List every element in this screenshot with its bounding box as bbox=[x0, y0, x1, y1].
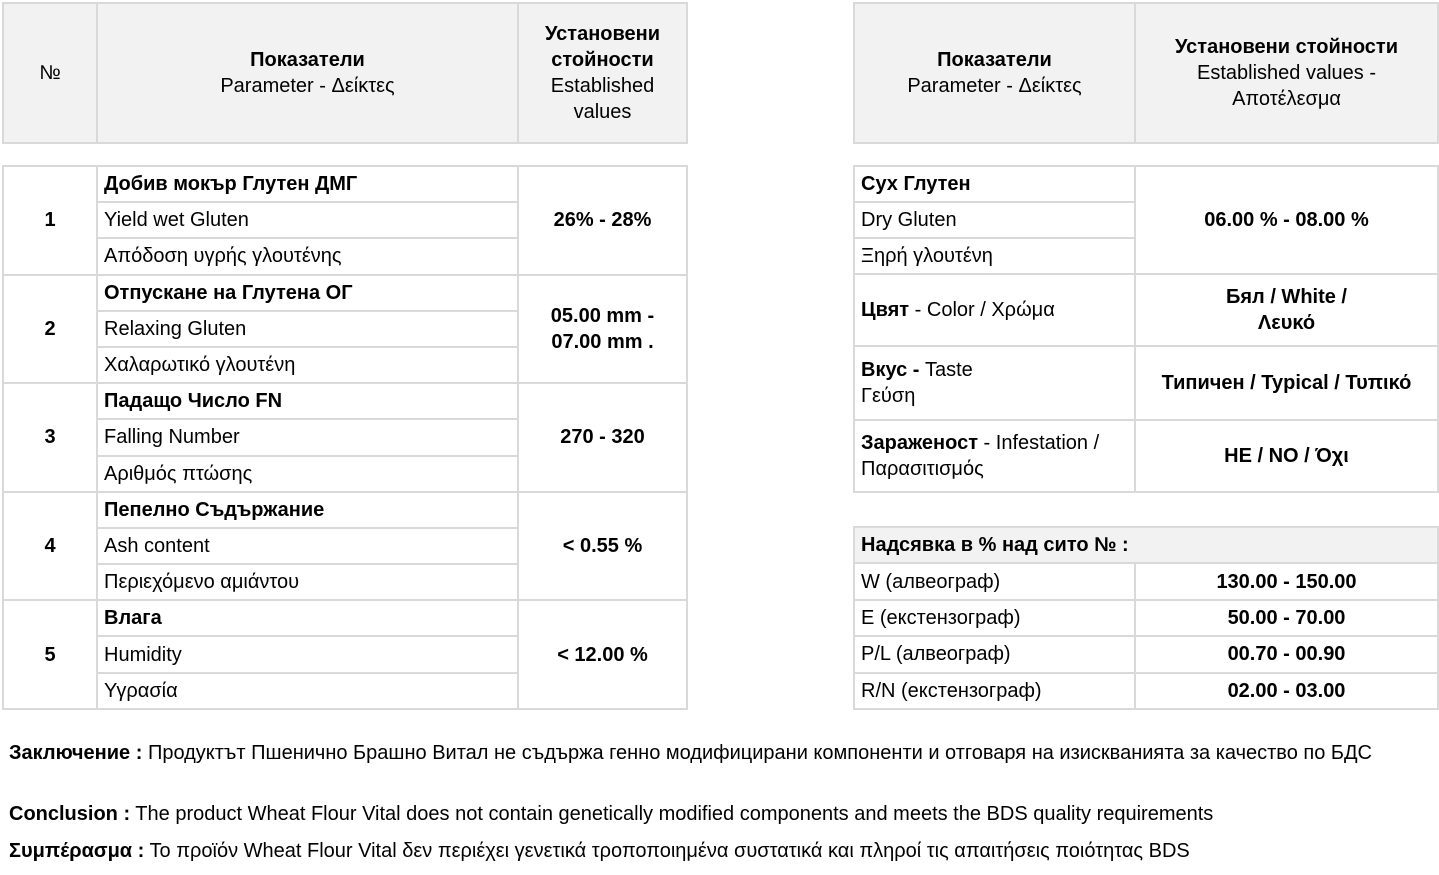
param-en: Relaxing Gluten bbox=[97, 311, 518, 347]
dry-gluten-en: Dry Gluten bbox=[854, 202, 1135, 238]
table-row bbox=[854, 563, 1438, 599]
table-row bbox=[3, 600, 687, 636]
color-value: Бял / White / Λευκό bbox=[1135, 274, 1438, 346]
param-value: 26% - 28% bbox=[518, 166, 687, 275]
sieve-table bbox=[853, 526, 1439, 710]
table-row bbox=[3, 383, 687, 419]
table-row bbox=[3, 166, 687, 202]
sieve-label: P/L (алвеограф) bbox=[854, 636, 1135, 672]
sieve-value: 02.00 - 03.00 bbox=[1135, 673, 1438, 709]
table-row bbox=[854, 600, 1438, 636]
sieve-label: W (алвеограф) bbox=[854, 563, 1135, 599]
sieve-title: Надсявка в % над сито № : bbox=[854, 527, 1438, 563]
param-bg: Добив мокър Глутен ДМГ bbox=[97, 166, 518, 202]
conclusion-en: Conclusion : The product Wheat Flour Vital does not contain genetically modified components and meets the BDS quality requirements bbox=[9, 803, 1214, 825]
row-number: 5 bbox=[3, 600, 97, 709]
sieve-label: R/N (екстензограф) bbox=[854, 673, 1135, 709]
taste-label: Вкус - Taste Γεύση bbox=[854, 346, 1135, 420]
right-header-table bbox=[853, 2, 1439, 144]
sieve-value: 00.70 - 00.90 bbox=[1135, 636, 1438, 672]
row-number: 4 bbox=[3, 492, 97, 601]
param-gr: Χαλαρωτικό γλουτένη bbox=[97, 347, 518, 383]
sieve-value: 50.00 - 70.00 bbox=[1135, 600, 1438, 636]
param-gr: Αριθμός πτώσης bbox=[97, 456, 518, 492]
row-number: 1 bbox=[3, 166, 97, 275]
header-parameter bbox=[97, 3, 518, 143]
header-established: Установени стойности Established values bbox=[518, 3, 687, 143]
sieve-label: E (екстензограф) bbox=[854, 600, 1135, 636]
conclusion-gr: Συμπέρασμα : Το προϊόν Wheat Flour Vital δεν περιέχει γενετικά τροποποιημένα συστατικά και πληροί τις απαιτήσεις ποιότητας BDS bbox=[9, 840, 1190, 862]
properties-table bbox=[853, 165, 1439, 493]
infestation-label: Зараженост - Infestation / Παρασιτισμός bbox=[854, 420, 1135, 492]
param-bg: Пепелно Съдържание bbox=[97, 492, 518, 528]
row-number: 2 bbox=[3, 275, 97, 384]
header-parameter-bg: Показатели bbox=[250, 49, 365, 71]
param-value: < 0.55 % bbox=[518, 492, 687, 601]
dry-gluten-value: 06.00 % - 08.00 % bbox=[1135, 166, 1438, 274]
dry-gluten-bg: Сух Глутен bbox=[854, 166, 1135, 202]
param-gr: Υγρασία bbox=[97, 673, 518, 709]
param-en: Yield wet Gluten bbox=[97, 202, 518, 238]
param-bg: Влага bbox=[97, 600, 518, 636]
param-en: Falling Number bbox=[97, 419, 518, 455]
header-no: № bbox=[3, 3, 97, 143]
table-row bbox=[3, 275, 687, 311]
sieve-value: 130.00 - 150.00 bbox=[1135, 563, 1438, 599]
header-parameter-sub: Parameter - Δείκτες bbox=[220, 75, 395, 97]
table-row bbox=[854, 673, 1438, 709]
header-parameter-right: Показатели Parameter - Δείκτες bbox=[854, 3, 1135, 143]
param-value: 05.00 mm - 07.00 mm . bbox=[518, 275, 687, 384]
taste-value: Типичен / Typical / Τυπικό bbox=[1135, 346, 1438, 420]
param-value: < 12.00 % bbox=[518, 600, 687, 709]
color-label: Цвят - Color / Χρώμα bbox=[854, 274, 1135, 346]
param-en: Ash content bbox=[97, 528, 518, 564]
row-number: 3 bbox=[3, 383, 97, 492]
param-bg: Отпускане на Глутена ОГ bbox=[97, 275, 518, 311]
param-bg: Падащо Число FN bbox=[97, 383, 518, 419]
infestation-value: НЕ / NO / Όχι bbox=[1135, 420, 1438, 492]
dry-gluten-gr: Ξηρή γλουτένη bbox=[854, 238, 1135, 274]
param-gr: Περιεχόμενο αμιάντου bbox=[97, 564, 518, 600]
header-established-right: Установени стойности Established values - Αποτέλεσμα bbox=[1135, 3, 1438, 143]
param-gr: Απόδοση υγρής γλουτένης bbox=[97, 238, 518, 274]
param-value: 270 - 320 bbox=[518, 383, 687, 492]
param-en: Humidity bbox=[97, 636, 518, 672]
parameters-table bbox=[2, 165, 688, 710]
left-header-table bbox=[2, 2, 688, 144]
table-row bbox=[3, 492, 687, 528]
table-row bbox=[854, 636, 1438, 672]
conclusion-bg: Заключение : Продуктът Пшенично Брашно Витал не съдържа генно модифицирани компоненти и отговаря на изискванията за качество по БДС bbox=[9, 742, 1372, 764]
